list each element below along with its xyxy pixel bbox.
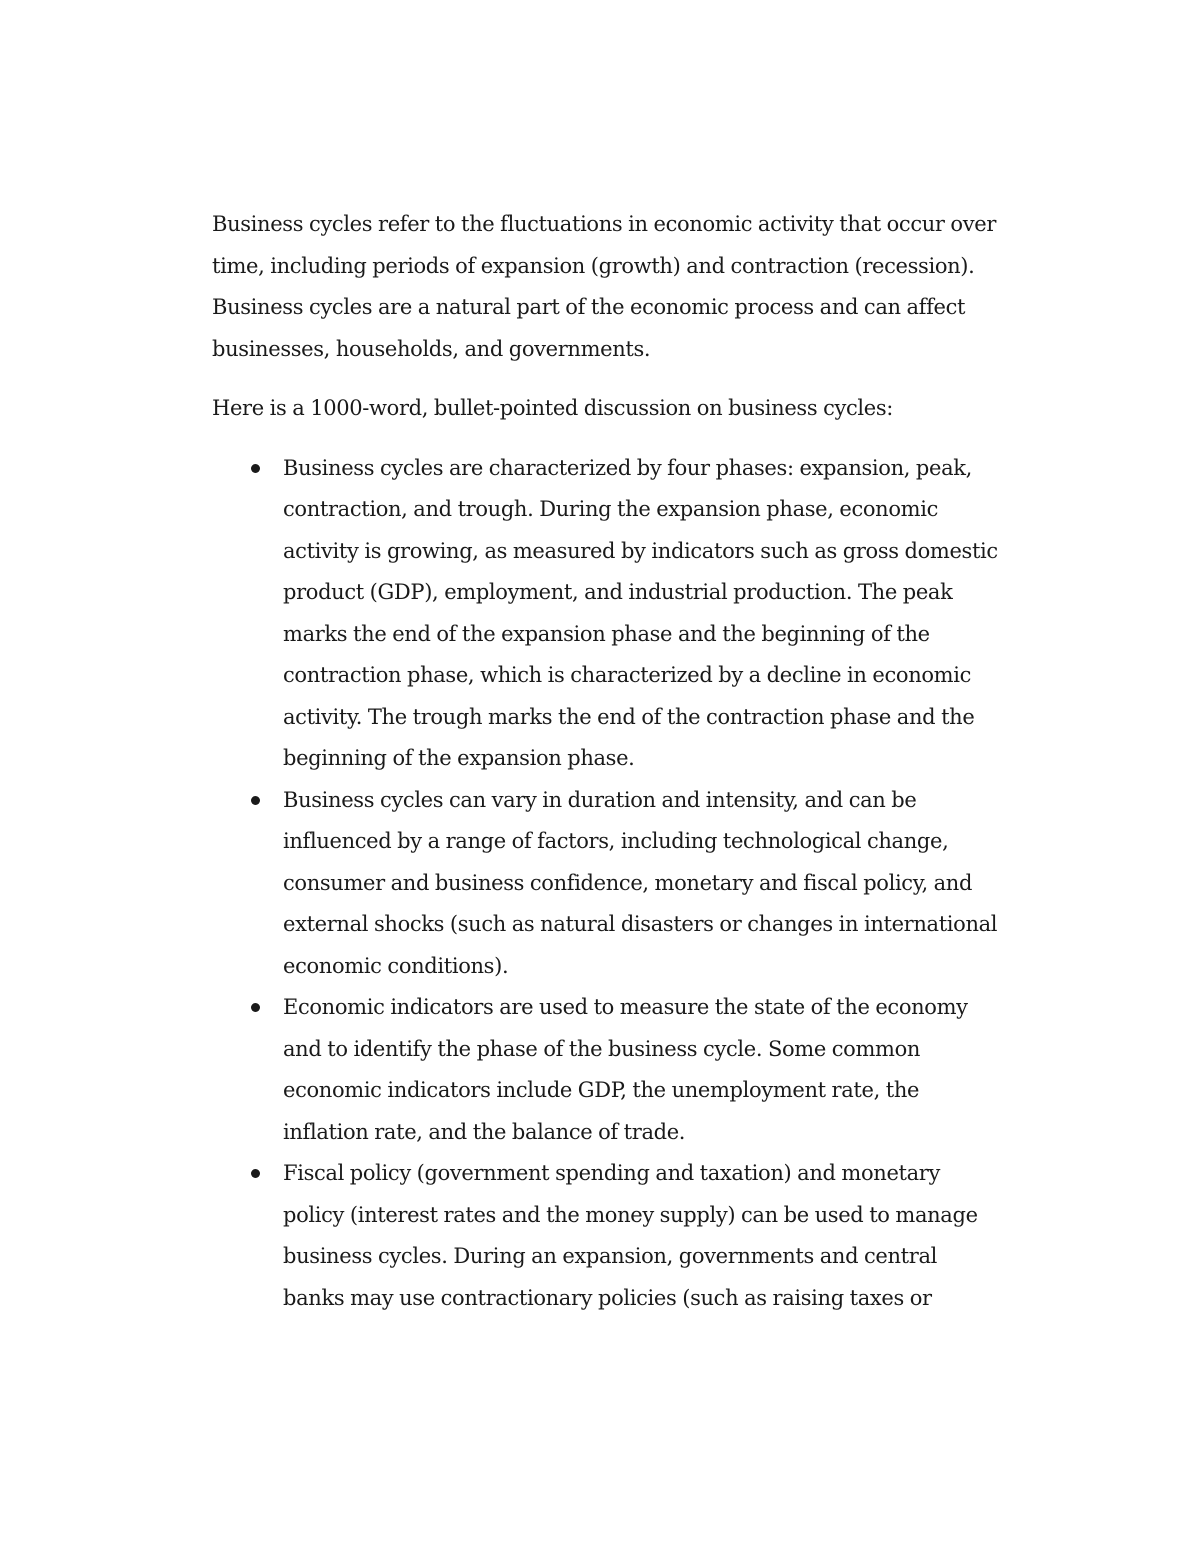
intro-paragraph: Business cycles refer to the fluctuations in economic activity that occur over time, including periods of expansion (growth) and contraction (recession). Business cycles are a natural part of the economic process and can affect businesses, households, and governments. — [212, 212, 997, 361]
bullet-item-phases — [212, 448, 1002, 780]
bullet-item-indicators — [212, 987, 1002, 1153]
bullet-dot-icon — [251, 1003, 260, 1012]
bullet-item-policy — [212, 1153, 1002, 1319]
lead-in-paragraph: Here is a 1000-word, bullet-pointed discussion on business cycles: — [212, 396, 894, 420]
document-body — [212, 204, 1002, 1319]
bullet-list — [212, 448, 1002, 1320]
bullet-item-duration — [212, 780, 1002, 988]
bullet-text: Business cycles can vary in duration and intensity, and can be influenced by a range of factors, including technological change, consumer and business confidence, monetary and fiscal policy, and external shocks (such as natural disasters or changes in international economic conditions). — [283, 787, 998, 978]
bullet-dot-icon — [251, 796, 260, 805]
bullet-text: Business cycles are characterized by four phases: expansion, peak, contraction, and trough. During the expansion phase, economic activity is growing, as measured by indicators such as gross domestic product (GDP), employment, and industrial production. The peak marks the end of the expansion phase and the beginning of the contraction phase, which is characterized by a decline in economic activity. The trough marks the end of the contraction phase and the beginning of the expansion phase. — [283, 455, 998, 770]
bullet-dot-icon — [251, 1169, 260, 1178]
bullet-text: Fiscal policy (government spending and taxation) and monetary policy (interest rates and the money supply) can be used to manage business cycles. During an expansion, governments and central banks may use contractionary policies (such as raising taxes or — [283, 1161, 978, 1310]
bullet-text: Economic indicators are used to measure the state of the economy and to identify the phase of the business cycle. Some common economic indicators include GDP, the unemployment rate, the inflation rate, and the balance of trade. — [283, 995, 968, 1144]
bullet-dot-icon — [251, 464, 260, 473]
